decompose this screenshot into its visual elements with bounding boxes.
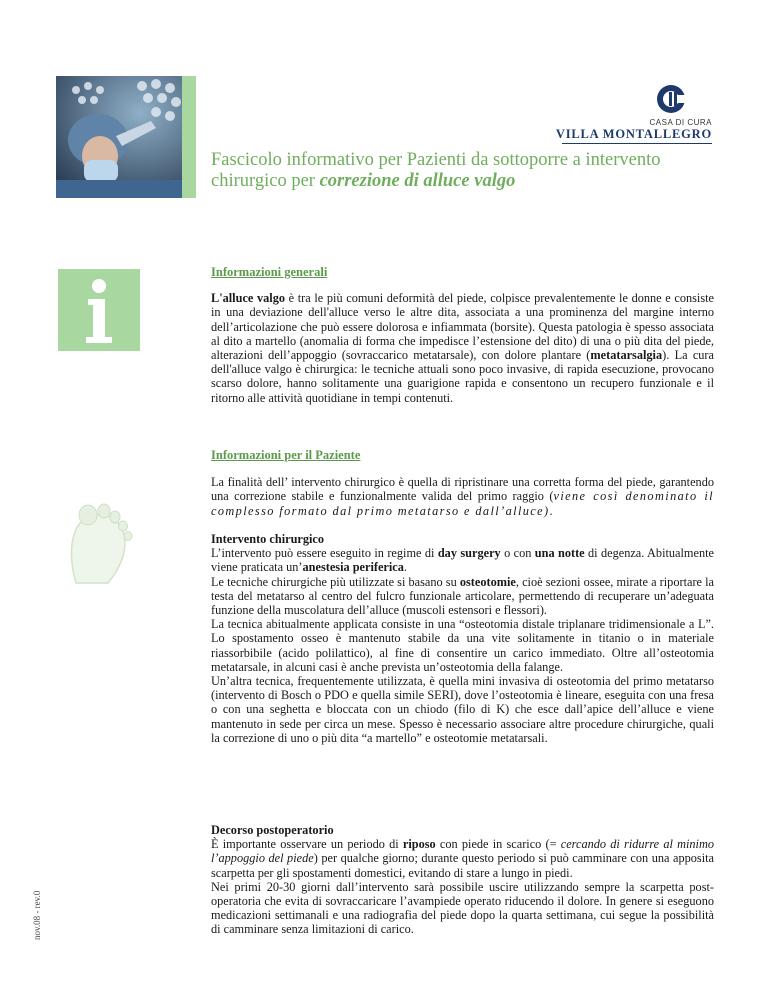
title-emphasis: correzione di alluce valgo (319, 171, 516, 191)
section-heading: Intervento chirurgico (211, 532, 325, 546)
text: È importante osservare un periodo di (211, 837, 403, 852)
text: La finalità dell’ intervento chirurgico è quella di ripristinare una corretta forma del piede, garantendo una correzione stabile e funzionalmente valida del primo raggio ( (211, 475, 714, 504)
section-postop (211, 823, 714, 937)
logo-underline (562, 143, 712, 144)
text: L’intervento può essere eseguito in regime di (211, 546, 438, 561)
info-icon (58, 269, 140, 351)
text: o con (500, 546, 535, 561)
title-text: Fascicolo informativo per Pazienti da sottoporre a intervento chirurgico per (211, 150, 661, 191)
bold-term: riposo (402, 837, 436, 852)
cm-logo-icon (656, 84, 686, 114)
section-heading: Informazioni generali (211, 265, 328, 279)
paragraph: Nei primi 20-30 giorni dall’intervento sarà possibile uscire utilizzando sempre la scarpetta post-operatoria che evita di sovraccaricare l’avampiede operato riducendo il dolore. In genere si eseguono medicazioni settimanali e una radiografia del piede dopo la quarta settimana, cui segue la possibilità di camminare senza limitazioni di carico. (211, 879, 714, 937)
text: . (549, 503, 553, 518)
logo-name: VILLA MONTALLEGRO (555, 127, 712, 141)
text: di degenza. Abitualmente viene praticata un’ (211, 546, 714, 575)
logo-subtitle: CASA DI CURA (649, 118, 712, 127)
paragraph (211, 475, 714, 518)
foot-illustration-icon (58, 495, 140, 587)
bold-term: day surgery (437, 546, 501, 561)
document-title (211, 150, 731, 192)
italic-text: cercando di ridurre al minimo l’appoggio del piede (211, 837, 714, 866)
bold-term: L'alluce valgo (211, 291, 286, 306)
section-patient-info (211, 448, 714, 518)
italic-text: viene così denominato il complesso formato dal primo metatarso e dall’alluce) (211, 489, 714, 518)
text: ) per qualche giorno; durante questo periodo si può camminare con una apposita scarpetta per gli spostamenti domestici, evitando di stare a lungo in piedi. (211, 851, 714, 880)
section-surgery (211, 532, 714, 745)
paragraph: Un’altra tecnica, frequentemente utilizzata, è quella mini invasiva di osteotomia del primo metatarso (intervento di Bosch o PDO e quella simile SERI), dove l’osteotomia è lineare, eseguita con una fresa o con una seghetta e bloccata con un chiodo (filo di K) che esce dall’apice dell’alluce e viene mantenuto in sede per circa un mese. Spesso è necessario associare altre procedure chirurgiche, quali la correzione di uno o più dita “a martello” e osteotomie metatarsali. (211, 674, 714, 745)
bold-term: osteotomie (459, 574, 516, 589)
text: con piede in scarico (= (435, 837, 561, 852)
text: è tra le più comuni deformità del piede, colpisce prevalentemente le donne e consiste in una deviazione dell'alluce verso le altre dita, associata a una prominenza del margine interno dell’articolazione che può essere dolorosa e infiammata (borsite). Questa patologia è spesso associata al dito a martello (anomalia di forma che impedisce l’estensione del dito) di una o più dita del piede, alterazioni dell’appoggio (sovraccarico metatarsale), con dolore plantare ( (211, 291, 714, 363)
clinic-logo (556, 84, 712, 144)
section-heading: Informazioni per il Paziente (211, 448, 361, 462)
paragraph (211, 575, 714, 618)
paragraph (211, 546, 714, 574)
paragraph (211, 837, 714, 880)
section-heading: Decorso postoperatorio (211, 823, 334, 837)
revision-code: nov.08 - rev.0 (32, 890, 42, 940)
bold-term: anestesia periferica (302, 560, 404, 575)
paragraph: La tecnica abitualmente applicata consiste in una “osteotomia distale triplanare tridimensionale a L”. Lo spostamento osseo è mantenuto stabile da una vite solitamente in titanio o in materiale riassorbibile (acido polilattico), al fine di consentire un carico immediato. Oltre all’osteotomia metatarsale, in alcuni casi è anche prevista un’osteotomia della falange. (211, 617, 714, 674)
text: Le tecniche chirurgiche più utilizzate si basano su (211, 574, 460, 589)
section-general-info (211, 265, 714, 405)
bold-term: metatarsalgia (590, 348, 663, 363)
text: ). La cura dell'alluce valgo è chirurgica: le tecniche attuali sono poco invasive, di rapida esecuzione, provocano scarso dolore, hanno solitamente una guarigione rapida e consentono un recupero funzionale e il ritorno alle attività quotidiane in tempi contenuti. (211, 348, 714, 405)
paragraph (211, 291, 714, 405)
header-photo (56, 76, 196, 198)
text: . (403, 560, 407, 575)
photo-accent-bar (182, 76, 196, 198)
bold-term: una notte (534, 546, 585, 561)
text: , cioè sezioni ossee, mirate a riportare la testa del metatarso al centro del fulcro funzionale articolare, permettendo di recuperare un’adeguata funzione della muscolatura dell’alluce (muscoli estensori e flessori). (211, 574, 715, 618)
